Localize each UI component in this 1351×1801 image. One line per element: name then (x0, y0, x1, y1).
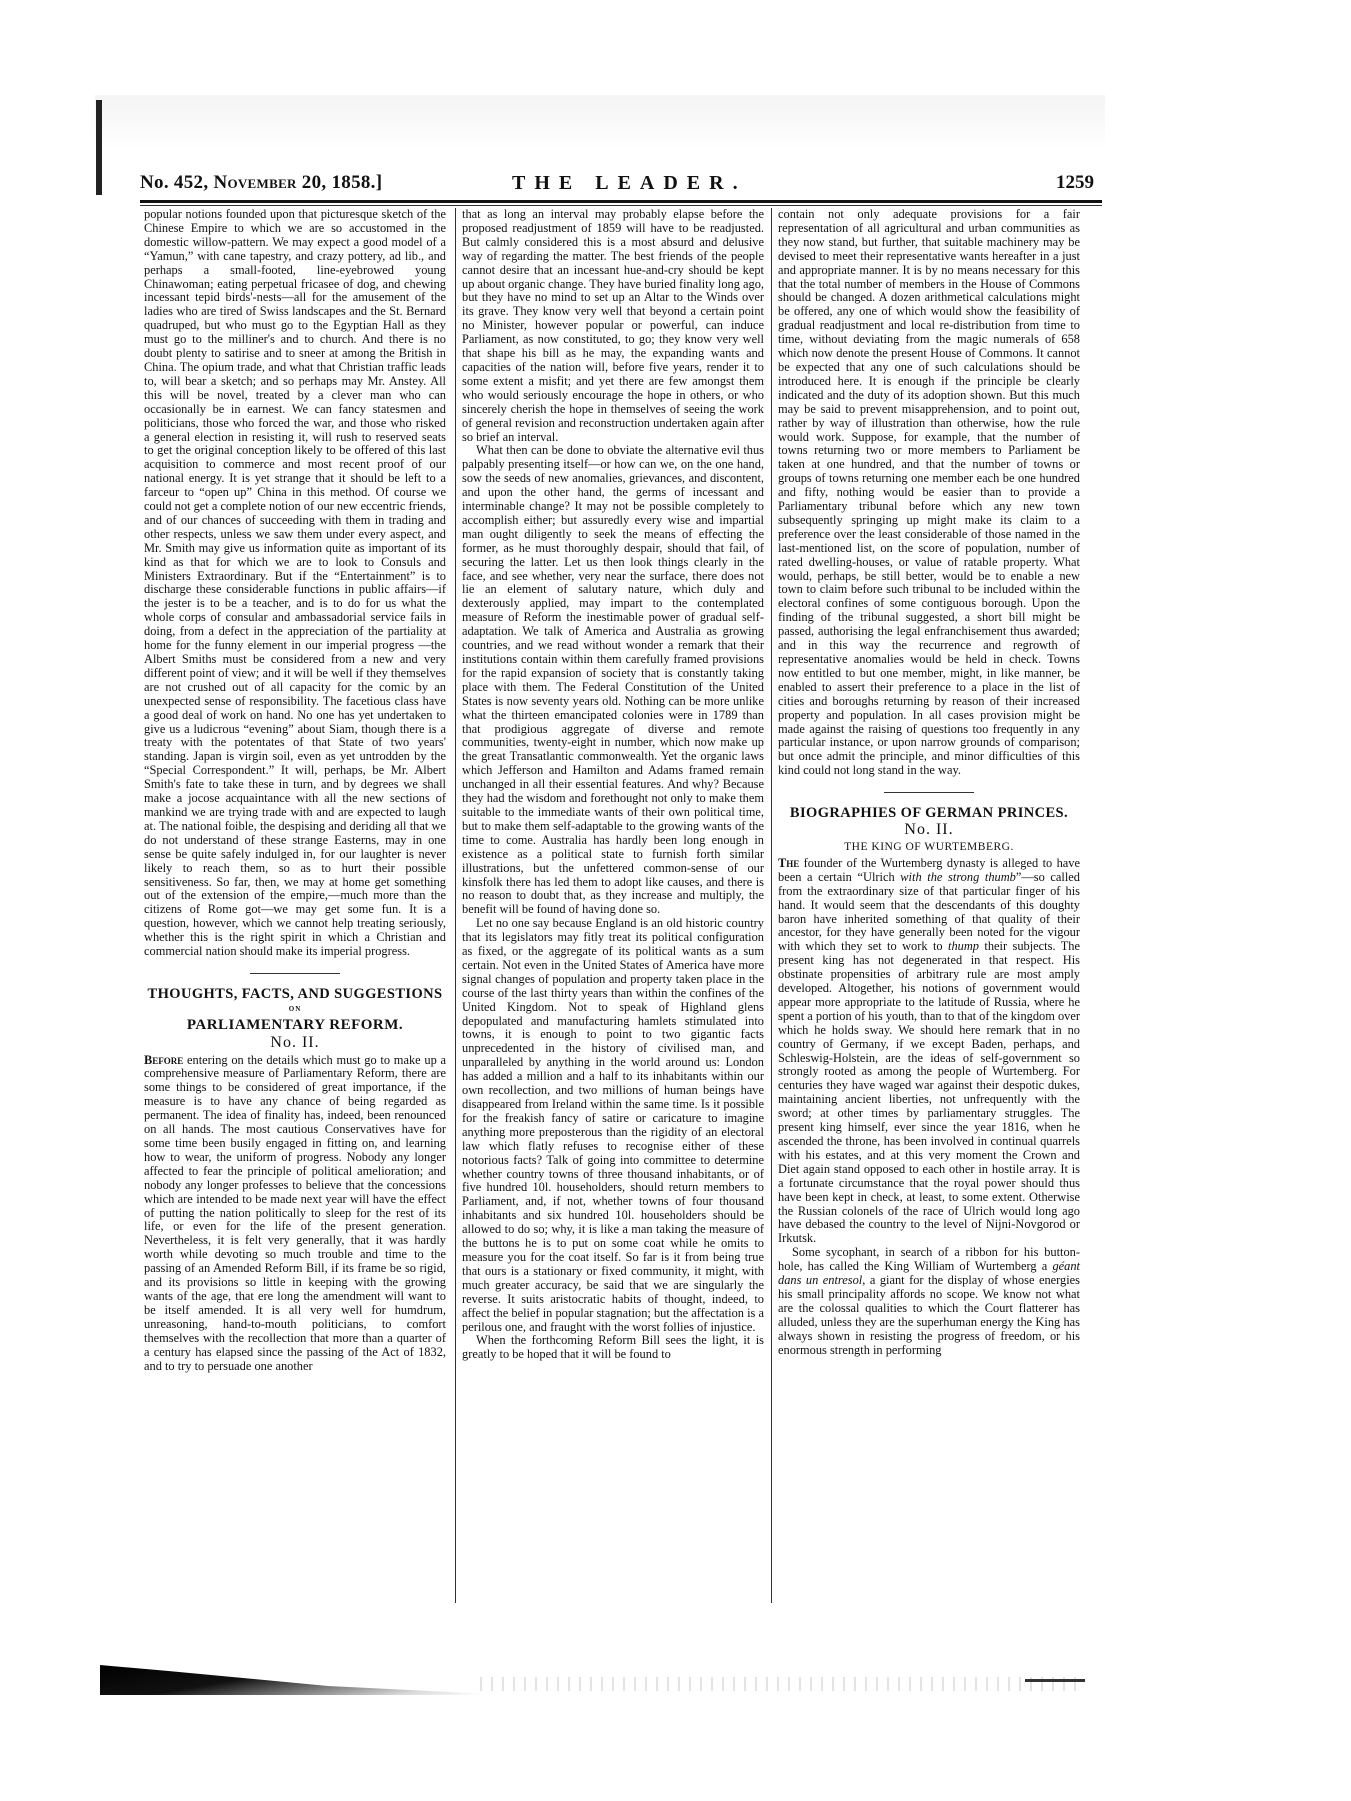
article-text: entering on the details which must go to make up a comprehensive measure of Parliamentary Reform, there are some things to be considered of great importance, if the measure is to have any chance of being regarded as permanent. The idea of finality has, indeed, been renounced on all hands. The most cautious Conservatives have for some time been busily engaged in fitting on, and learning how to wear, the uniform of progress. Nobody any longer affected to fear the principle of political amelioration; and nobody any longer professes to believe that the concessions which are intended to be made next year will have the effect of putting the nation politically to sleep for the rest of its life, or even for the life of the present generation. Nevertheless, it is felt very generally, that it was hardly worth while devoting so much trouble and time to the passing of an Amended Reform Bill, if its frame be so rigid, and its provisions so little in keeping with the growing wants of the age, that ere long the amendment will want to be itself amended. It is all very well for humdrum, unreasoning, hand-to-mouth politicians, to comfort themselves with the recollection that more than a quarter of a century has elapsed since the passing of the Act of 1832, and to try to persuade one another (144, 1052, 446, 1373)
article-text: ”—so called from the extraordinary size of that particular finger of his hand. It would seem that the descendants of this doughty baron have inherited something of that quality of their ancestor, for they have generally been noted for the vigour with which they set to work to (778, 869, 1080, 954)
issue-date: November 20, 1858.] (213, 172, 383, 193)
publication-title: THE LEADER. (512, 172, 747, 194)
column-1 (144, 208, 446, 1373)
article-paragraph: popular notions founded upon that picturesque sketch of the Chinese Empire to which we are so accustomed in the domestic willow-pattern. We may expect a good model of a “Yamun,” with cane tapestry, and crazy pottery, ad lib., and perhaps a small-footed, line-eyebrowed young Chinawoman; eating perpetual fricasee of dog, and chewing incessant tepid birds'-nests—all for the amusement of the ladies who are tired of Swiss landscapes and the St. Bernard quadruped, but who must go to the Egyptian Hall as they must go to the milliner's and to church. And there is no doubt plenty to satirise and to sneer at among the British in China. The opium trade, and what that Christian traffic leads to, will bear a sketch; and so perhaps may Mr. Anstey. All this will be novel, treated by a clever man who can occasionally be in earnest. We can fancy statesmen and politicians, those who forced the war, and those who risked a general election in resisting it, will rush to reserved seats to get the original conception likely to be offered of this last acquisition to commerce and most recent proof of our national energy. It is yet strange that it should be left to a farceur to “open up” China in this method. Of course we could not get a complete notion of our new eccentric friends, and of our chances of succeeding with them in trading and other respects, unless we saw them under every aspect, and Mr. Smith may give us information quite as important of its kind as that for which we are to look to Consuls and Ministers Extraordinary. But if the “Entertainment” is to discharge these considerable functions in public affairs—if the jester is to be a teacher, and is to do for us what the whole corps of consular and ambassadorial service fails in doing, from a defect in the appreciation of the partiality at home for the funny element in our imperial progress —the Albert Smiths must be considered from a new and very different point of view; and it will be well if they themselves are not crushed out of all capacity for the comic by an unexpected sense of responsibility. The facetious class have a good deal of work on hand. No one has yet undertaken to give us a ludicrous “evening” about Siam, though there is a treaty with the potentates of that State of two years' standing. Japan is virgin soil, even as yet untrodden by the “Special Correspondent.” It will, perhaps, be Mr. Albert Smith's fate to take these in turn, and by degrees we shall make a jocose acquaintance with all the new sections of mankind we are trying trade with and are expected to laugh at. The national foible, the despising and deriding all that we do not understand of these strange Easterns, may in one sense be quite safely indulged in, for our laughter is never likely to reach them, so as to hurt their possible sensitiveness. So far, then, we may at home get something out of the extension of the empire,—much more than the citizens of Rome got—we may get some fun. It is a question, however, which we cannot help treating seriously, whether this is the right spirit in which a Christian and commercial nation should make its imperial progress. (144, 207, 446, 959)
masthead-rule (140, 200, 1102, 203)
section-subtitle: THE KING OF WURTEMBERG. (844, 840, 1014, 853)
article-paragraph: contain not only adequate provisions for a fair representation of all agricultural and urban communities as they now stand, but further, that suitable machinery may be devised to meet their representative wants hereafter in a just and appropriate manner. It is by no means necessary for this that the total number of members in the House of Commons should be changed. A dozen arithmetical calculations might be offered, any one of which would show the feasibility of gradual readjustment and local re-distribution from time to time, without deviating from the magic numerals of 658 which now denote the present House of Commons. It cannot be expected that any one of such calculations should be introduced here. It is enough if the principle be clearly indicated and the duty of its adoption shown. But this much may be said to prevent misapprehension, and to point out, rather by way of illustration than otherwise, how the rule would work. Suppose, for example, that the number of towns returning two or more members to Parliament be taken at one hundred, and that the number of towns or groups of towns returning one member each be one hundred and fifty, nothing would be easier than to provide a Parliamentary tribunal before which any new town subsequently springing up might make its claim to a preference over the least considerable of those named in the last-mentioned list, on the score of population, number of rated dwelling-houses, or value of ratable property. What would, perhaps, be still better, would be to enable a new town to claim before such tribunal to be included within the electoral confines of some contiguous borough. Upon the finding of the tribunal suggested, a short bill might be passed, authorising the legal enfranchisement thus awarded; and in this way the recurrence and regrowth of representative anomalies would be held in check. Towns now entitled to but one member, might, in like manner, be enabled to assert their preference to a place in the list of cities and boroughs returning by reason of their increased property and population. In all cases provision might be made against the raising of questions too frequently in any particular instance, or upon narrow grounds of comparison; but once admit the principle, and minor difficulties of this kind could not long stand in the way. (778, 207, 1080, 778)
column-2 (462, 208, 764, 1362)
article-text: Some sycophant, in search of a ribbon for his button-hole, has called the King William of Wurtemberg a (778, 1245, 1080, 1274)
italic-phrase: thump (948, 939, 979, 954)
section-number: No. II. (270, 1033, 320, 1051)
section-heading: THOUGHTS, FACTS, AND SUGGESTIONS (147, 985, 443, 1002)
section-subheading: PARLIAMENTARY REFORM. (186, 1016, 404, 1033)
section-on-label: ON (288, 1004, 302, 1013)
column-divider (771, 208, 772, 1603)
italic-phrase: with the strong thumb (900, 869, 1016, 884)
article-paragraph: What then can be done to obviate the alternative evil thus palpably presenting itself—or how can we, on the one hand, sow the seeds of new anomalies, grievances, and discontent, and upon the other hand, the germs of incessant and interminable change? It may not be possible completely to accomplish either; but assuredly every wise and impartial man ought diligently to seek the means of effecting the former, as he must thoroughly despair, should that fail, of securing the latter. Let us then look things clearly in the face, and see whether, very near the surface, there does not lie an element of salutary nature, which duly and dexterously applied, may impart to the contemplated measure of Reform the inestimable power of gradual self-adaptation. We talk of America and Australia as growing countries, and we read without wonder a remark that their institutions contain within them carefully framed provisions for the rapid expansion of society that is constantly taking place with them. The Federal Constitution of the United States is now seventy years old. Nothing can be more unlike what the thirteen emancipated colonies were in 1789 than that prodigious aggregate of diverse and remote communities, twenty-eight in number, which now make up the great Transatlantic commonwealth. Yet the organic laws which Jefferson and Hamilton and Adams framed remain unchanged in all their essential features. And why? Because they had the wisdom and forethought not only to make them suitable to the immediate wants of their own political time, but to make them self-adaptable to the growing wants of the time to come. Australia has hardly been long enough in existence as a political state to furnish forth similar illustrations, but the unfettered common-sense of our kinsfolk there has led them to adopt like causes, and there is no reason to doubt that, as they increase and multiply, the benefit will be found of having done so. (462, 443, 764, 917)
article-text: , a giant for the display of whose energies his small principality affords no scope. We know not what are the colossal qualities to which the Court flatterer has alluded, unless they are the superhuman energy the King has always shown in resisting the progress of freedom, or his enormous strength in performing (778, 1273, 1080, 1357)
masthead-rule-thin (140, 205, 1102, 206)
article-paragraph (778, 1246, 1080, 1357)
issue-line (140, 172, 382, 194)
article-paragraph (778, 857, 1080, 1246)
issue-number: No. 452, (140, 172, 209, 193)
column-3 (778, 208, 1080, 1358)
article-text: their subjects. The present king has not degenerated in that respect. His obstinate propensities of arbitrary rule are most amply developed. Altogether, his notions of government would appear more appropriate to the latitude of Russia, where he spent a portion of his youth, than to that of the kingdom over which he holds sway. We should here remark that in no country of Germany, if we except Baden, perhaps, and Schleswig-Holstein, are the ideas of self-government so strongly rooted as among the people of Wurtemberg. For centuries they have waged war against their despotic dukes, maintaining ancient liberties, not unfrequently with the sword; at other times by parliamentary struggles. The present king himself, ever since the year 1816, when he ascended the throne, has been involved in continual quarrels with his estates, and at this very moment the Crown and Diet again stand opposed to each other in hostile array. It is a fortunate circumstance that the royal power should thus have been kept in check, at least, to some extent. Otherwise the Russian colonels of the race of Ulrich would long ago have debased the country to the level of Nijni-Novgorod or Irkutsk. (778, 939, 1080, 1246)
scan-shadow-top (95, 95, 1105, 150)
drop-cap-word: Before (144, 1052, 184, 1067)
section-number: No. II. (904, 821, 954, 839)
section-heading: BIOGRAPHIES OF GERMAN PRINCES. (789, 805, 1069, 822)
article-paragraph: Let no one say because England is an old historic country that its legislators may fitly treat its political configuration as fixed, or the aggregate of its political wants as a sum certain. Not even in the United States of America have more signal changes of population and property taken place in the course of the last thirty years than within the confines of the United Kingdom. Not to speak of Highland glens depopulated and manufacturing hamlets stimulated into towns, it is enough to point to two gigantic facts unprecedented in the history of civilised man, and unparalleled by anything in the world around us: London has added a million and a half to its inhabitants within our own recollection, and two millions of human beings have disappeared from Ireland within the same time. Is it possible for the freakish fancy of satire or caricature to imagine anything more preposterous than the rigidity of an electoral law which flatly refuses to recognise either of these notorious facts? Talk of going into committee to determine whether country towns of three thousand inhabitants, or of five hundred 10l. householders, should return members to Parliament, and, if not, whether towns of four thousand inhabitants and six hundred 10l. householders should be allowed to do so; why, it is like a man taking the measure of the buttons he is to put on some coat while he omits to measure you for the coat itself. So far is it from being true that ours is a stationary or fixed community, it might, with much greater accuracy, be said that we are singularly the reverse. It suits aristocratic habits of thought, indeed, to affect the belief in popular stagnation; but the affectation is a perilous one, and fraught with the worst follies of injustice. (462, 916, 764, 1334)
masthead (140, 172, 1100, 202)
article-paragraph (144, 1054, 446, 1374)
scan-artifact-bottom (100, 1665, 1085, 1695)
scan-edge-left (96, 100, 102, 195)
article-paragraph: that as long an interval may probably elapse before the proposed readjustment of 1859 will have to be readjusted. But calmly considered this is a most absurd and delusive way of regarding the matter. The best friends of the people cannot desire that an incessant hue-and-cry should be kept up about organic change. They have buried finality long ago, but they have no mind to set up an Altar to the Winds over its grave. They know very well that beyond a certain point no Minister, however popular or powerful, can induce Parliament, as now constituted, to go; they know very well that shape his bill as he may, the expanding wants and capacities of the nation will, before five years, render it to some extent a misfit; and yet there are few amongst them who would seriously encourage the hope in others, or who sincerely cherish the hope in themselves of seeing the work of general revision and reconstruction undertaken again after so brief an interval. (462, 207, 764, 444)
section-separator (250, 973, 340, 974)
article-text: founder of the Wurtemberg dynasty is alleged to have been a certain “Ulrich (778, 855, 1080, 884)
page-number: 1259 (1056, 172, 1094, 193)
article-paragraph: When the forthcoming Reform Bill sees the light, it is greatly to be hoped that it will be found to (462, 1333, 764, 1362)
scan-mark (1025, 1679, 1085, 1682)
section-separator (884, 792, 974, 793)
scan-speckle (480, 1677, 1080, 1691)
italic-phrase: géant dans un entresol (778, 1259, 1080, 1288)
column-divider (455, 208, 456, 1603)
scan-shadow (100, 1665, 480, 1695)
drop-cap-word: The (778, 855, 800, 870)
